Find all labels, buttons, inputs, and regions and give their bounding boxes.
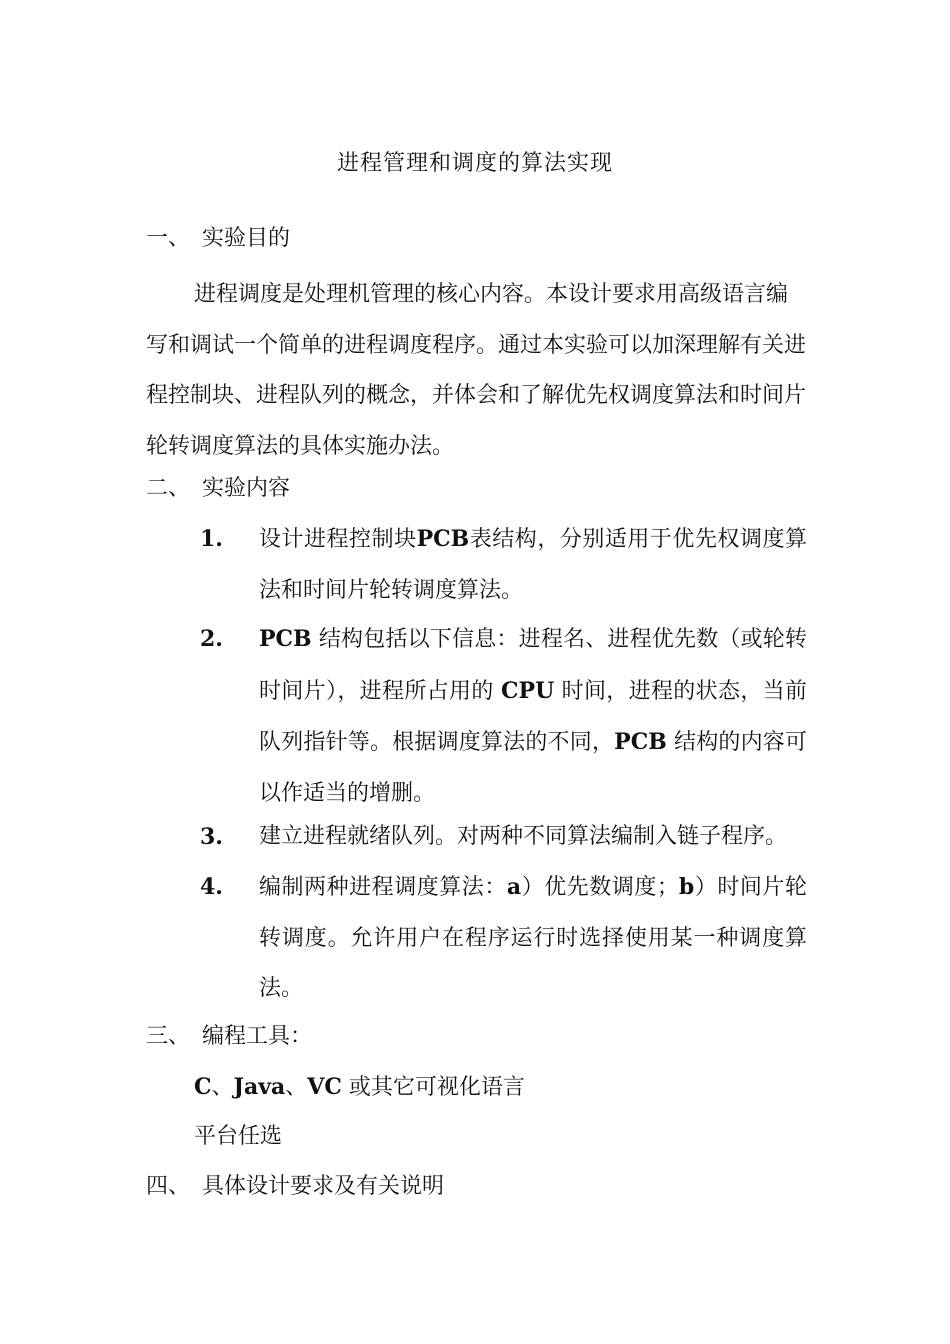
list-item: 建立进程就绪队列。对两种不同算法编制入链子程序。 xyxy=(259,824,788,849)
list-item-number: 2. xyxy=(200,626,223,652)
purpose-paragraph xyxy=(146,270,806,472)
section-title: 编程工具： xyxy=(202,1024,313,1049)
list-item: PCB 结构包括以下信息：进程名、进程优先数（或轮转时间片），进程所占用的 CPU 时间，进程的状态，当前队列指针等。根据调度算法的不同，PCB 结构的内容可以作适当的增删。 xyxy=(259,626,807,806)
tools-platform: 平台任选 xyxy=(194,1124,283,1149)
list-item-number: 3. xyxy=(200,824,223,850)
purpose-text: 进程调度是处理机管理的核心内容。本设计要求用高级语言编写和调试一个简单的进程调度程序。通过本实验可以加深理解有关进程控制块、进程队列的概念，并体会和了解优先权调度算法和时间片轮转调度算法的具体实施办法。 xyxy=(146,282,807,459)
section-title: 具体设计要求及有关说明 xyxy=(202,1174,445,1199)
list-item: 编制两种进程调度算法：a）优先数调度；b）时间片轮转调度。允许用户在程序运行时选择使用某一种调度算法。 xyxy=(259,874,807,1001)
section-title: 实验目的 xyxy=(202,226,291,251)
tools-languages: C、Java、VC 或其它可视化语言 xyxy=(194,1074,525,1100)
list-item: 设计进程控制块PCB表结构，分别适用于优先权调度算法和时间片轮转调度算法。 xyxy=(259,526,807,603)
section-number: 二、 xyxy=(146,476,191,501)
section-number: 一、 xyxy=(146,226,191,251)
list-item-number: 1. xyxy=(200,526,223,552)
section-number: 四、 xyxy=(146,1174,191,1199)
list-item-number: 4. xyxy=(200,874,223,900)
document-title: 进程管理和调度的算法实现 xyxy=(336,151,613,176)
section-number: 三、 xyxy=(146,1024,191,1049)
section-title: 实验内容 xyxy=(202,476,291,501)
